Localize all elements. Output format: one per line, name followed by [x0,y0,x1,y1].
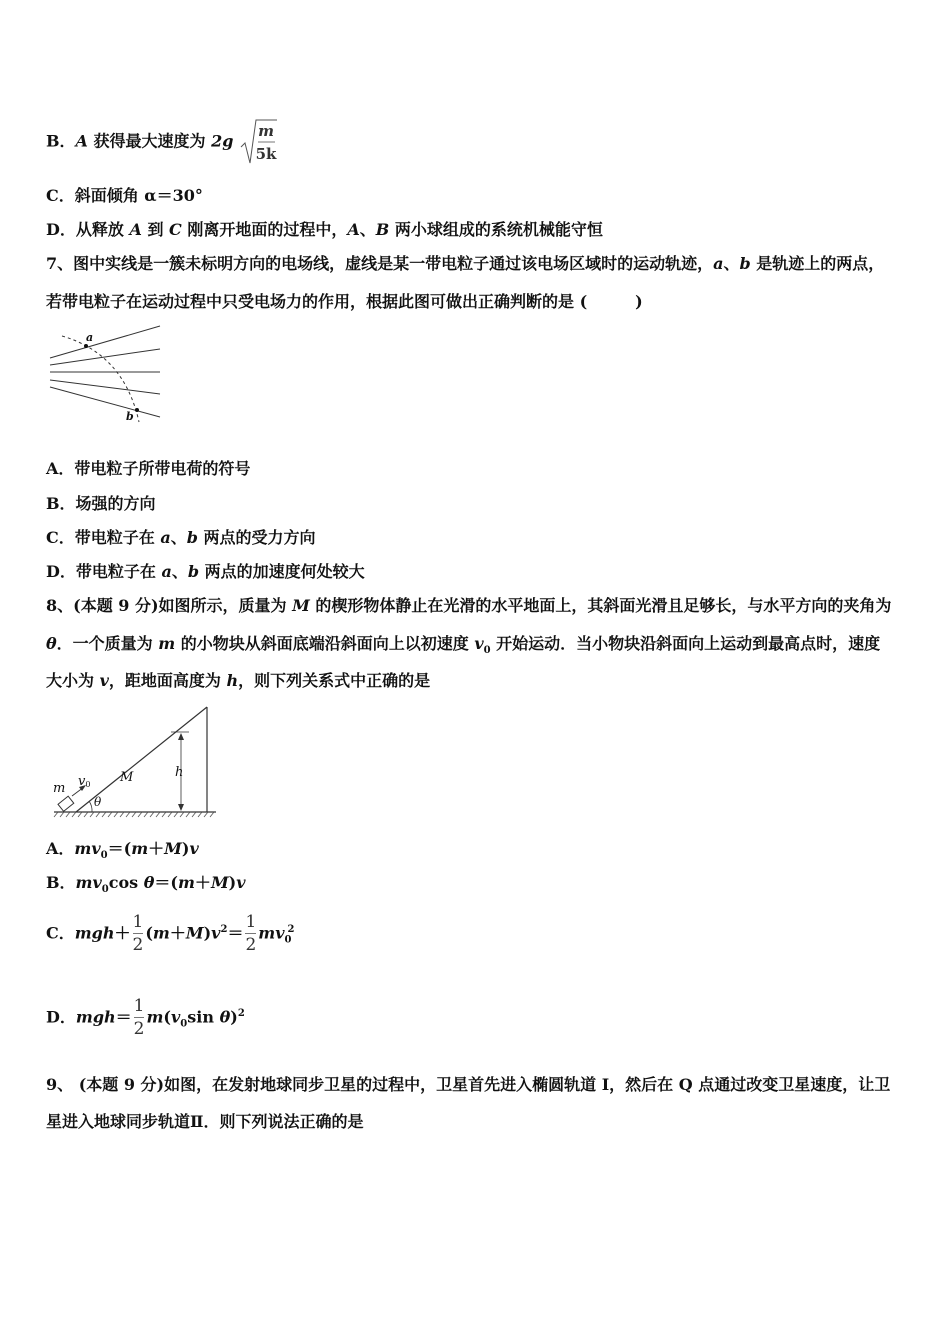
wedge-figure [46,700,222,822]
q7-option-b: B．场强的方向 [46,494,156,513]
q7-stem-line1: 7、图中实线是一簇未标明方向的电场线，虚线是某一带电粒子通过该电场区域时的运动轨迹，a、b 是轨迹上的两点， [46,254,885,273]
q8-stem-line2: θ．一个质量为 m 的小物块从斜面底端沿斜面向上以初速度 $v_0$ 开始运动．当小物块沿斜面向上运动到最高点时，速度 [46,634,881,657]
q7-option-a: A．带电粒子所带电荷的符号 [46,459,251,478]
sqrt-denominator: 5k [255,145,277,163]
height-h-label: h [175,765,184,780]
sqrt-expression [239,117,277,167]
theta-label: θ [94,795,102,809]
mass-M-label: M [120,770,134,785]
q8-option-a: A．$mv_0=(m+M)v$ [46,839,199,862]
v0-label: v0 [78,774,91,789]
q7-stem-line2: 若带电粒子在运动过程中只受电场力的作用，根据此图可做出正确判断的是 ( ) [46,292,643,311]
electric-field-figure [46,322,166,426]
q8-option-b: B．$mv_0\cos$ θ＝(m＋M)v [46,873,246,896]
mass-m-label: m [53,781,66,796]
q9-stem-line1: 9、 (本题 9 分)如图，在发射地球同步卫星的过程中，卫星首先进入椭圆轨道 I，然后在 Q 点通过改变卫星速度，让卫 [46,1075,891,1094]
q8-stem-line1: 8、(本题 9 分)如图所示，质量为 M 的楔形物体静止在光滑的水平地面上，其斜面光滑且足够长，与水平方向的夹角为 [46,596,892,615]
point-b-label: b [126,410,134,423]
q8-stem-line3: 大小为 v，距地面高度为 h，则下列关系式中正确的是 [46,671,431,690]
q7-option-c: C．带电粒子在 a、b 两点的受力方向 [46,528,316,547]
q6-option-d: D．从释放 A 到 C 刚离开地面的过程中，A、B 两小球组成的系统机械能守恒 [46,220,603,239]
q8-option-c: C．mgh＋ $\frac{1}{2}$ $(m+M)v^2=$ $\frac{1}{2}$ $mv_0^2$ [46,912,295,956]
point-a-label: a [86,331,94,344]
fraction-half: $\frac{1}{2}$ [245,912,257,956]
q7-option-d: D．带电粒子在 a、b 两点的加速度何处较大 [46,562,365,581]
q6-option-c: C．斜面倾角 α＝30° [46,186,203,205]
q8-option-d: D．mgh＝ $\frac{1}{2}$ $m(v_0\sin$ θ)$^2$ [46,996,245,1040]
q6-option-b: B．A 获得最大速度为 2g m 5k [46,117,277,157]
fraction-half: $\frac{1}{2}$ [133,996,145,1040]
q9-stem-line2: 星进入地球同步轨道Ⅱ．则下列说法正确的是 [46,1112,364,1131]
fraction-half: $\frac{1}{2}$ [132,912,144,956]
sqrt-numerator: m [258,122,274,140]
